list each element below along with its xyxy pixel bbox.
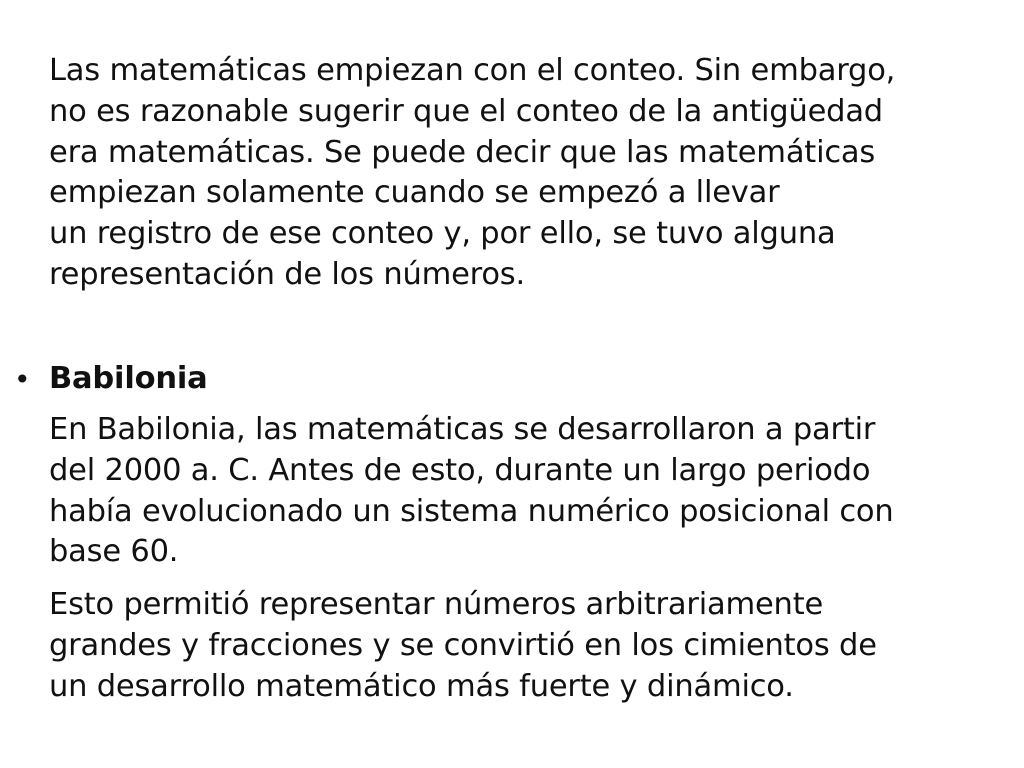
intro-paragraph [49, 51, 1024, 296]
esto-line: grandes y fracciones y se convirtió en los cimientos de [49, 627, 877, 663]
intro-line: era matemáticas. Se puede decir que las matemáticas [49, 134, 876, 170]
intro-line: un registro de ese conteo y, por ello, se tuvo alguna [49, 216, 836, 252]
babilonia-line: En Babilonia, las matemáticas se desarrollaron a partir [49, 412, 876, 447]
section-heading: Babilonia [49, 361, 208, 396]
esto-line: Esto permitió representar números arbitrariamente [49, 587, 824, 622]
babilonia-line: había evolucionado un sistema numérico posicional con [49, 493, 894, 529]
esto-paragraph [49, 585, 1024, 707]
intro-line: no es razonable sugerir que el conteo de la antigüedad [49, 93, 883, 129]
intro-line: representación de los números. [49, 256, 525, 292]
intro-line: empiezan solamente cuando se empezó a llevar [49, 175, 780, 211]
babilonia-line: base 60. [49, 534, 179, 570]
esto-line: un desarrollo matemático más fuerte y dinámico. [49, 668, 794, 704]
bullet-icon: • [14, 363, 31, 396]
intro-line: Las matemáticas empiezan con el conteo. Sin embargo, [49, 53, 896, 88]
babilonia-paragraph [49, 410, 1024, 573]
babilonia-line: del 2000 a. C. Antes de esto, durante un largo periodo [49, 452, 871, 488]
